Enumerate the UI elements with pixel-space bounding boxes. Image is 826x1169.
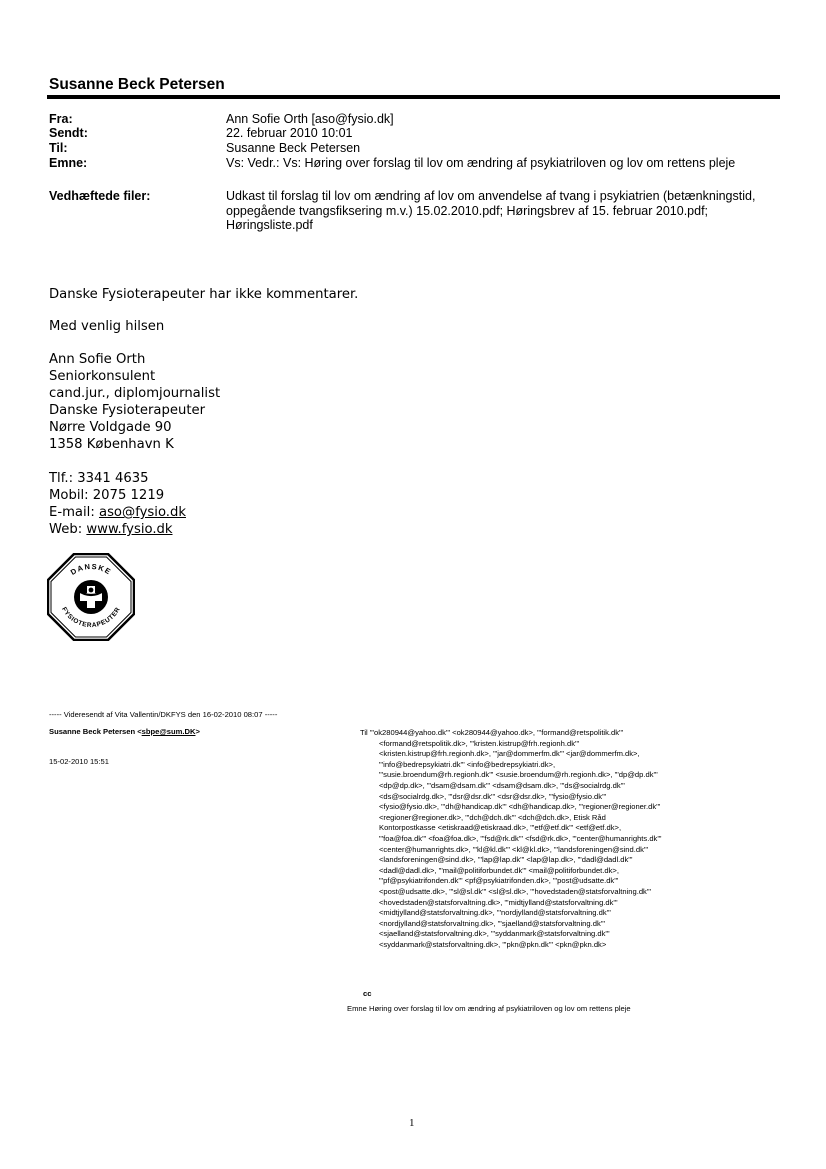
to-line: <syddanmark@statsforvaltning.dk>, "'pkn@pkn.dk'" <pkn@pkn.dk> (379, 939, 607, 949)
signature-mobile: Mobil: 2075 1219 (49, 488, 165, 503)
to-line: <ds@socialrdg.dk>, "'dsr@dsr.dk'" <dsr@dsr.dk>, "'fysio@fysio.dk'" (379, 791, 607, 801)
forwarded-sender-name: Susanne Beck Petersen (49, 727, 136, 736)
attachments-label: Vedhæftede filer: (49, 189, 151, 203)
web-label: Web: (49, 522, 87, 537)
logo-bottom-text: FYSIOTERAPEUTER (60, 606, 122, 630)
from-label: Fra: (49, 112, 73, 126)
to-line: <kristen.kistrup@frh.regionh.dk>, "'jar@dommerfm.dk'" <jar@dommerfm.dk>, (379, 749, 640, 759)
to-line: <sjaelland@statsforvaltning.dk>, "'syddanmark@statsforvaltning.dk'" (379, 929, 610, 939)
to-line: <fysio@fysio.dk>, "'dh@handicap.dk'" <dh@handicap.dk>, "'regioner@regioner.dk'" (379, 802, 661, 812)
to-line: <landsforeningen@sind.dk>, "'lap@lap.dk'" <lap@lap.dk>, "'dadl@dadl.dk'" (379, 855, 633, 865)
signature-degree: cand.jur., diplomjournalist (49, 386, 221, 401)
forwarded-date: 15-02-2010 15:51 (49, 757, 109, 766)
to-line: Kontorpostkasse <etiskraad@etiskraad.dk>, "'etf@etf.dk'" <etf@etf.dk>, (379, 823, 622, 833)
to-line: "'pf@psykiatrifonden.dk'" <pf@psykiatrifonden.dk>, "'post@udsatte.dk'" (379, 876, 619, 886)
subject-value: Vs: Vedr.: Vs: Høring over forslag til lov om ændring af psykiatriloven og lov om rettens pleje (226, 156, 736, 170)
attachments-value: Udkast til forslag til lov om ændring af lov om anvendelse af tvang i psykiatrien (betænkningstid, oppegående tvangsfiksering m.v.) 15.02.2010.pdf; Høringsbrev af 15. februar 2010.pdf; Høringsliste.pdf (226, 189, 756, 232)
header-rule (47, 95, 780, 99)
to-label: Til: (49, 141, 68, 155)
forwarded-line: ----- Videresendt af Vita Vallentin/DKFYS den 16-02-2010 08:07 ----- (49, 710, 278, 719)
signature-city: 1358 København K (49, 437, 174, 452)
to-line: <midtjylland@statsforvaltning.dk>, "'nordjylland@statsforvaltning.dk'" (379, 908, 611, 918)
to-line: <center@humanrights.dk>, "'kl@kl.dk'" <kl@kl.dk>, "'landsforeningen@sind.dk'" (379, 844, 649, 854)
sent-value: 22. februar 2010 10:01 (226, 126, 353, 140)
signature-web-line (49, 521, 220, 538)
to-line: "'susie.broendum@rh.regionh.dk'" <susie.broendum@rh.regionh.dk>, "'dp@dp.dk'" (379, 770, 658, 780)
to-line: <post@udsatte.dk>, "'sl@sl.dk'" <sl@sl.dk>, "'hovedstaden@statsforvaltning.dk'" (379, 886, 651, 896)
forwarded-subject-row (347, 1004, 631, 1015)
forwarded-cc-label: cc (363, 989, 372, 998)
logo-top-text: DANSKE (68, 561, 114, 577)
to-line-text: "'ok280944@yahoo.dk'" <ok280944@yahoo.dk>, "'formand@retspolitik.dk'" (369, 728, 624, 737)
greeting-text: Med venlig hilsen (49, 319, 165, 334)
to-line (360, 728, 799, 739)
to-value: Susanne Beck Petersen (226, 141, 361, 155)
forwarded-subject: Høring over forslag til lov om ændring af psykiatriloven og lov om rettens pleje (368, 1004, 631, 1013)
forwarded-to-block (360, 728, 799, 950)
forwarded-sender: Susanne Beck Petersen <sbpe@sum.DK> (49, 727, 200, 736)
to-line: <hovedstaden@statsforvaltning.dk>, "'midtjylland@statsforvaltning.dk'" (379, 897, 618, 907)
signature-org: Danske Fysioterapeuter (49, 403, 206, 418)
subject-label: Emne: (49, 156, 88, 170)
page-number: 1 (409, 1117, 415, 1129)
to-line: <regioner@regioner.dk>, "'dch@dch.dk'" <dch@dch.dk>, Etisk Råd (379, 812, 606, 822)
signature-email-line (49, 504, 220, 521)
danske-fysioterapeuter-logo (47, 553, 135, 641)
signature-block (49, 351, 220, 538)
forwarded-to-label: Til (360, 728, 368, 737)
to-line: <dadl@dadl.dk>, "'mail@politiforbundet.dk'" <mail@politiforbundet.dk>, (379, 865, 619, 875)
signature-street: Nørre Voldgade 90 (49, 420, 172, 435)
sender-name: Susanne Beck Petersen (49, 76, 225, 93)
web-link[interactable]: www.fysio.dk (86, 522, 173, 537)
forwarded-sender-email[interactable]: sbpe@sum.DK (141, 727, 196, 736)
forwarded-subject-label: Emne (347, 1004, 367, 1013)
to-line: <dp@dp.dk>, "'dsam@dsam.dk'" <dsam@dsam.dk>, "'ds@socialrdg.dk'" (379, 780, 625, 790)
message-text: Danske Fysioterapeuter har ikke kommentarer. (49, 287, 359, 302)
email-link[interactable]: aso@fysio.dk (98, 505, 186, 520)
sent-label: Sendt: (49, 126, 88, 140)
to-line: "'foa@foa.dk'" <foa@foa.dk>, "'fsd@rk.dk'" <fsd@rk.dk>, "'center@humanrights.dk'" (379, 833, 662, 843)
signature-phone: Tlf.: 3341 4635 (49, 471, 149, 486)
signature-name: Ann Sofie Orth (49, 352, 146, 367)
to-line: "'info@bedrepsykiatri.dk'" <info@bedrepsykiatri.dk>, (379, 759, 556, 769)
from-value: Ann Sofie Orth [aso@fysio.dk] (226, 112, 394, 126)
to-line: <formand@retspolitik.dk>, "'kristen.kistrup@frh.regionh.dk'" (379, 738, 580, 748)
email-label: E-mail: (49, 505, 99, 520)
signature-title: Seniorkonsulent (49, 369, 156, 384)
to-line: <nordjylland@statsforvaltning.dk>, "'sjaelland@statsforvaltning.dk'" (379, 918, 605, 928)
